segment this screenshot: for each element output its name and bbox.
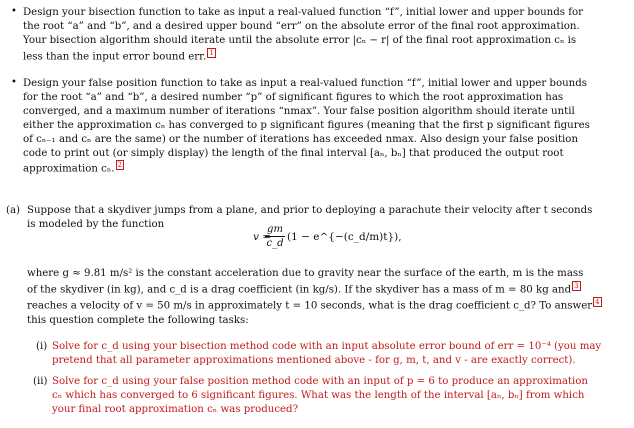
task-ii [52, 375, 630, 417]
text-line: Solve for c_d using your false position method code with an input of p = 6 to produce an approximation [52, 376, 588, 387]
text-line: is modeled by the function [27, 218, 165, 230]
text-line: Solve for c_d using your bisection method code with an input absolute error bound of err = 10⁻⁴ (you may [52, 341, 602, 352]
text-line: your final root approximation cₙ was produced? [52, 403, 299, 415]
text-line: Your bisection algorithm should iterate until the absolute error |cₙ − r| of the final root approximation cₙ is [23, 34, 577, 46]
velocity-equation [253, 221, 433, 261]
text-line: Design your bisection function to take as input a real-valued function “f”, initial lower and upper bounds for [23, 7, 583, 18]
false-position-instructions [23, 77, 628, 177]
equation-lhs: v = [253, 231, 272, 243]
text-line: the root “a” and “b”, and a desired upper bound “err” on the absolute error of the final root approximation. [23, 20, 580, 32]
task-i [52, 340, 630, 368]
text-line: either the approximation cₙ has converged to p significant figures (meaning that the first p significant figures [23, 119, 590, 131]
text-line: converged, and a maximum number of iterations “nmax”. Your false position algorithm should iterate until [23, 105, 575, 117]
text-line: for the root “a” and “b”, a desired number “p” of significant figures to which the root approximation has [23, 91, 564, 103]
footnote-marker[interactable]: 4 [595, 298, 600, 307]
text-line: less than the input error bound err. 1 [23, 48, 214, 63]
part-a-label: (a) [6, 205, 21, 216]
text-line: cₙ which has converged to 6 significant figures. What was the length of the interval [aₙ, bₙ] from which [52, 389, 585, 401]
text-line: Suppose that a skydiver jumps from a plane, and prior to deploying a parachute their velocity after t seconds [27, 205, 593, 216]
part-a-body [27, 267, 629, 327]
bisection-instructions [23, 6, 628, 64]
text-line: code to print out (or simply display) the length of the final interval [aₙ, bₙ] that produced the output root [23, 147, 564, 159]
footnote-marker[interactable]: 3 [574, 281, 579, 290]
footnote-marker[interactable]: 2 [117, 161, 122, 170]
bullet-icon: • [11, 6, 17, 17]
fraction-denominator: c_d [266, 238, 284, 249]
equation-rhs: (1 − e^{−(c_d/m)t}), [287, 231, 402, 243]
text-line: this question complete the following tasks: [27, 314, 249, 326]
text-line: where g ≈ 9.81 m/s² is the constant acceleration due to gravity near the surface of the earth, m is the mass [27, 268, 584, 279]
text-line: pretend that all parameter approximations mentioned above - for g, m, t, and v - are exactly correct). [52, 354, 576, 366]
text-line: approximation cₙ. 2 [23, 161, 122, 175]
text-line: reaches a velocity of v = 50 m/s in approximately t = 10 seconds, what is the drag coefficient c_d? To answer 4 [27, 298, 600, 312]
task-ii-label: (ii) [33, 376, 48, 387]
text-line: Design your false position function to take as input a real-valued function “f”, initial lower and upper bounds [23, 78, 587, 89]
fraction-numerator: gm [265, 223, 285, 237]
footnote-marker[interactable]: 1 [209, 48, 214, 57]
text-line: of cₙ₋₁ and cₙ are the same) or the number of iterations has exceeded nmax. Also design your false position [23, 133, 579, 145]
text-line: of the skydiver (in kg), and c_d is a drag coefficient (in kg/s). If the skydiver has a mass of m = 80 kg and 3 [27, 281, 579, 296]
task-i-label: (i) [36, 341, 48, 352]
bullet-icon: • [11, 77, 17, 88]
equation-fraction [265, 223, 285, 250]
